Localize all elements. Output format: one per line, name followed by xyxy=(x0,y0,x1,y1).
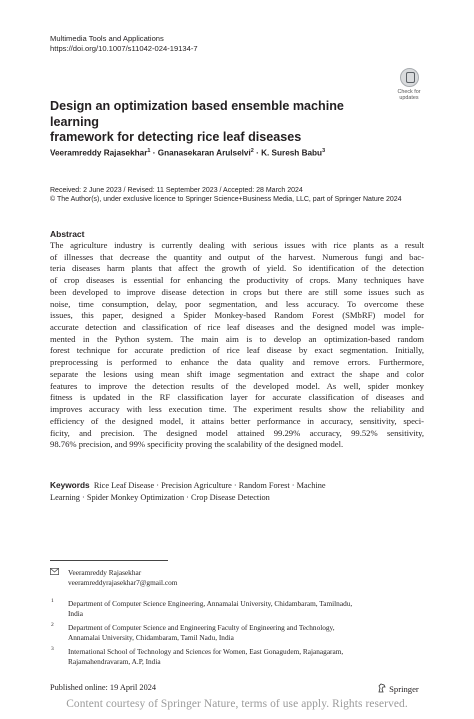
author-affiliation-ref: 2 xyxy=(250,148,254,154)
affiliation-line: International School of Technology and Sciences for Women, East Gonagudem, Rajanagaram, xyxy=(68,647,344,656)
corresponding-author xyxy=(68,568,177,587)
author-separator: · xyxy=(150,148,158,158)
affiliation-number: 3 xyxy=(51,646,54,652)
copyright-notice: © The Author(s), under exclusive licence to Springer Science+Business Media, LLC, part of Springer Nature 2024 xyxy=(50,196,402,203)
author-affiliation-ref: 1 xyxy=(147,148,151,154)
abstract-line: accurate detection and classification of rice leaf diseases and the designed model was imple- xyxy=(50,322,424,333)
author-affiliation-ref: 3 xyxy=(322,148,326,154)
corresponding-author-name: Veeramreddy Rajasekhar xyxy=(68,568,142,577)
abstract-line: fitness is updated in the RF classification layer for accurate classification of diseases and xyxy=(50,392,424,403)
abstract-body xyxy=(50,240,424,451)
badge-label xyxy=(393,89,425,101)
affiliation-line: Department of Computer Science and Engineering Faculty of Engineering and Technology, xyxy=(68,623,335,632)
affiliation-line: Rajamahendravaram, A.P, India xyxy=(68,656,161,666)
springer-horse-icon xyxy=(377,683,387,693)
abstract-line: forest technique for accurate prediction of rice leaf disease by exact segmentation. Initially, xyxy=(50,345,424,356)
keywords-block xyxy=(50,479,424,504)
affiliation-number: 2 xyxy=(51,622,54,628)
abstract-line: teria diseases harm plants that affect the growth of yield. So identification of the detection xyxy=(50,263,424,274)
corresponding-author-email[interactable]: veeramreddyrajasekhar7@gmail.com xyxy=(68,577,178,587)
check-for-updates-badge[interactable] xyxy=(393,68,425,102)
check-for-updates-icon xyxy=(400,68,419,87)
journal-name: Multimedia Tools and Applications xyxy=(50,34,164,43)
title-line-2: framework for detecting rice leaf diseases xyxy=(50,130,302,144)
keywords-line-2: Learning · Spider Monkey Optimization · Crop Disease Detection xyxy=(50,493,270,502)
keywords-line-1: Rice Leaf Disease · Precision Agriculture · Random Forest · Machine xyxy=(93,481,326,490)
doi-link[interactable]: https://doi.org/10.1007/s11042-024-19134-7 xyxy=(50,44,198,53)
affiliation-line: Department of Computer Science Engineering, Annamalai University, Chidambaram, Tamilnadu, xyxy=(68,599,353,608)
title-line-1: Design an optimization based ensemble machine learning xyxy=(50,99,344,129)
affiliation-line: India xyxy=(68,608,83,618)
badge-label-line1: Check for xyxy=(397,89,421,95)
author-name[interactable]: Gnanasekaran Arulselvi xyxy=(157,148,251,158)
published-online-date: Published online: 19 April 2024 xyxy=(50,683,157,692)
affiliation-line: Annamalai University, Chidambaram, Tamil Nadu, India xyxy=(68,632,234,642)
affiliation-number: 1 xyxy=(51,598,54,604)
abstract-line: separate the lesions using mean shift image segmentation and extract the shape and color xyxy=(50,368,424,379)
author-name[interactable]: Veeramreddy Rajasekhar xyxy=(50,148,148,158)
abstract-line: efficiency of the designed model, it attains better performance in accuracy, sensitivity, speci- xyxy=(50,415,424,426)
article-title xyxy=(50,99,390,146)
abstract-line: noise, time consumption, delay, poor segmentation, and less accuracy. To overcome these xyxy=(50,298,424,309)
submission-dates: Received: 2 June 2023 / Revised: 11 September 2023 / Accepted: 28 March 2024 xyxy=(50,187,303,194)
abstract-line: improves accuracy with less execution time. The experiment results show the reliability and xyxy=(50,404,424,415)
affiliation-3 xyxy=(68,647,418,666)
author-separator: · xyxy=(253,148,262,158)
abstract-line: of crop diseases is essential for enhancing the productivity of crops. Many techniques have xyxy=(50,275,424,286)
abstract-line: 98.76% precision, and 99% specificity proving the scalability of the designed model. xyxy=(50,439,344,450)
abstract-heading: Abstract xyxy=(50,229,85,239)
abstract-line: The agriculture industry is currently dealing with serious issues with rice plants as a result xyxy=(50,240,424,250)
abstract-line: of illnesses that decrease the quantity and output of the harvest. Numerous fungi and bac- xyxy=(50,251,424,262)
badge-label-line2: updates xyxy=(399,95,419,101)
abstract-line: features to improve the detection results of the developed model. As well, spider monkey xyxy=(50,380,424,391)
abstract-line: mented in the Python system. The main aim is to develop an optimization-based random xyxy=(50,333,424,344)
affiliation-2 xyxy=(68,623,418,642)
abstract-line: been developed to improve disease detection in crops but there are still some issues such as xyxy=(50,286,424,297)
courtesy-watermark: Content courtesy of Springer Nature, terms of use apply. Rights reserved. xyxy=(66,698,408,710)
author-name[interactable]: K. Suresh Babu xyxy=(261,148,323,158)
keywords-label: Keywords xyxy=(50,480,90,490)
abstract-line: preprocessing is performed to enhance the data quality and remove errors. Furthermore, xyxy=(50,357,424,368)
publisher-name: Springer xyxy=(389,684,419,694)
affiliation-1 xyxy=(68,599,418,618)
abstract-line: ficity, and precision. The designed model attained 99.29% accuracy, 99.52% sensitivity, xyxy=(50,427,424,438)
footnote-divider xyxy=(50,560,168,561)
publisher-logo xyxy=(377,683,419,694)
abstract-line: issues, this paper, designed a Spider Monkey-based Random Forest (SMbRF) model for xyxy=(50,310,424,321)
email-icon xyxy=(50,568,59,577)
author-list xyxy=(50,148,325,158)
